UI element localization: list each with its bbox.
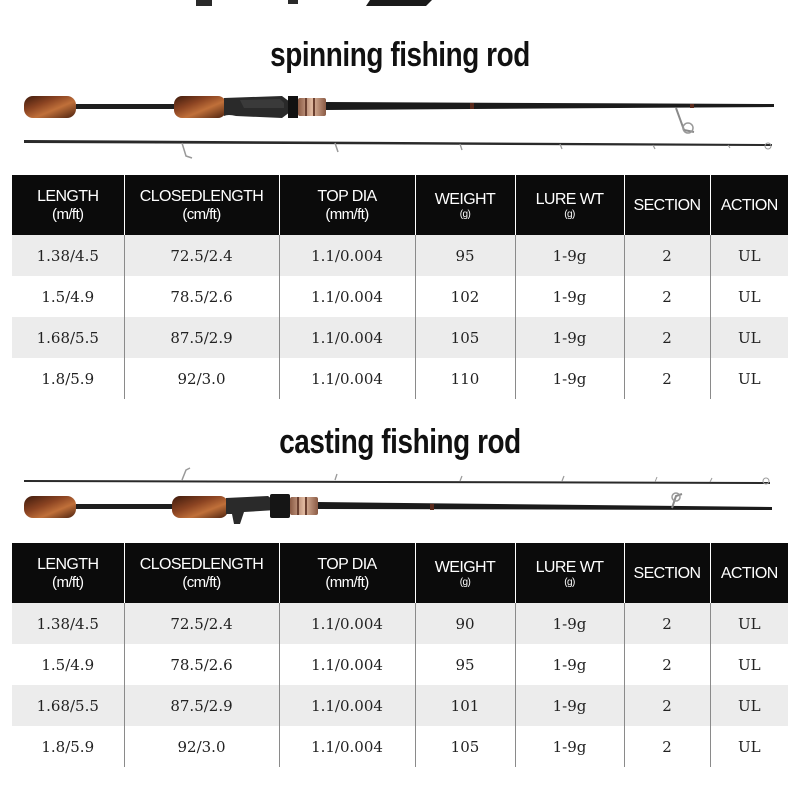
header-closed-length: CLOSEDLENGTH (cm/ft) <box>124 543 279 603</box>
header-section: SECTION <box>624 175 710 235</box>
cell-action: UL <box>710 726 788 767</box>
cell-section: 2 <box>624 317 710 358</box>
cell-weight: 90 <box>415 603 515 644</box>
header-closed-length: CLOSEDLENGTH (cm/ft) <box>124 175 279 235</box>
cell-weight: 102 <box>415 276 515 317</box>
cell-lure-wt: 1-9g <box>515 358 624 399</box>
cell-top-dia: 1.1/0.004 <box>279 603 415 644</box>
header-weight: WEIGHT (g) <box>415 543 515 603</box>
cell-length: 1.8/5.9 <box>12 358 124 399</box>
cell-action: UL <box>710 644 788 685</box>
table-row <box>12 276 788 317</box>
cell-lure-wt: 1-9g <box>515 726 624 767</box>
cell-section: 2 <box>624 644 710 685</box>
cell-top-dia: 1.1/0.004 <box>279 317 415 358</box>
cell-closed-length: 72.5/2.4 <box>124 235 279 276</box>
cell-section: 2 <box>624 276 710 317</box>
table-row <box>12 317 788 358</box>
table-row <box>12 644 788 685</box>
spinning-spec-table <box>12 175 788 399</box>
cell-action: UL <box>710 235 788 276</box>
cropped-top-photo <box>0 0 800 8</box>
cell-closed-length: 72.5/2.4 <box>124 603 279 644</box>
spinning-rod-image <box>0 88 800 166</box>
cell-section: 2 <box>624 358 710 399</box>
table-row <box>12 685 788 726</box>
table-header-row <box>12 175 788 235</box>
casting-tip-section <box>24 468 770 484</box>
casting-spec-table <box>12 543 788 767</box>
cell-top-dia: 1.1/0.004 <box>279 358 415 399</box>
cell-weight: 101 <box>415 685 515 726</box>
cell-closed-length: 78.5/2.6 <box>124 276 279 317</box>
cell-lure-wt: 1-9g <box>515 685 624 726</box>
cell-length: 1.68/5.5 <box>12 317 124 358</box>
spinning-butt-section <box>24 96 774 133</box>
cell-action: UL <box>710 685 788 726</box>
casting-section-title: casting fishing rod <box>279 423 521 461</box>
spinning-tip-section <box>24 140 772 158</box>
cell-action: UL <box>710 358 788 399</box>
cell-action: UL <box>710 276 788 317</box>
cell-closed-length: 87.5/2.9 <box>124 317 279 358</box>
cell-action: UL <box>710 603 788 644</box>
cell-section: 2 <box>624 685 710 726</box>
cell-lure-wt: 1-9g <box>515 235 624 276</box>
cell-closed-length: 87.5/2.9 <box>124 685 279 726</box>
cell-weight: 95 <box>415 235 515 276</box>
header-section: SECTION <box>624 543 710 603</box>
header-top-dia: TOP DIA (mm/ft) <box>279 175 415 235</box>
cell-lure-wt: 1-9g <box>515 603 624 644</box>
cell-length: 1.5/4.9 <box>12 276 124 317</box>
header-length: LENGTH (m/ft) <box>12 543 124 603</box>
casting-butt-section <box>24 493 772 524</box>
cell-top-dia: 1.1/0.004 <box>279 276 415 317</box>
cell-closed-length: 78.5/2.6 <box>124 644 279 685</box>
header-top-dia: TOP DIA (mm/ft) <box>279 543 415 603</box>
cell-weight: 105 <box>415 726 515 767</box>
header-length: LENGTH (m/ft) <box>12 175 124 235</box>
table-row <box>12 358 788 399</box>
cell-weight: 105 <box>415 317 515 358</box>
casting-rod-image <box>0 462 800 532</box>
header-lure-wt: LURE WT (g) <box>515 175 624 235</box>
cell-weight: 110 <box>415 358 515 399</box>
cell-length: 1.8/5.9 <box>12 726 124 767</box>
cell-section: 2 <box>624 235 710 276</box>
cell-length: 1.38/4.5 <box>12 235 124 276</box>
cell-length: 1.38/4.5 <box>12 603 124 644</box>
table-row <box>12 235 788 276</box>
spinning-section-title: spinning fishing rod <box>270 36 530 74</box>
cell-length: 1.5/4.9 <box>12 644 124 685</box>
cell-section: 2 <box>624 726 710 767</box>
table-header-row <box>12 543 788 603</box>
table-row <box>12 726 788 767</box>
header-lure-wt: LURE WT (g) <box>515 543 624 603</box>
cell-top-dia: 1.1/0.004 <box>279 726 415 767</box>
cell-weight: 95 <box>415 644 515 685</box>
cell-lure-wt: 1-9g <box>515 644 624 685</box>
cell-action: UL <box>710 317 788 358</box>
cell-top-dia: 1.1/0.004 <box>279 235 415 276</box>
table-row <box>12 603 788 644</box>
cell-top-dia: 1.1/0.004 <box>279 644 415 685</box>
cell-closed-length: 92/3.0 <box>124 726 279 767</box>
cell-section: 2 <box>624 603 710 644</box>
cell-top-dia: 1.1/0.004 <box>279 685 415 726</box>
header-action: ACTION <box>710 543 788 603</box>
cell-length: 1.68/5.5 <box>12 685 124 726</box>
cell-closed-length: 92/3.0 <box>124 358 279 399</box>
header-action: ACTION <box>710 175 788 235</box>
cell-lure-wt: 1-9g <box>515 276 624 317</box>
header-weight: WEIGHT (g) <box>415 175 515 235</box>
cell-lure-wt: 1-9g <box>515 317 624 358</box>
